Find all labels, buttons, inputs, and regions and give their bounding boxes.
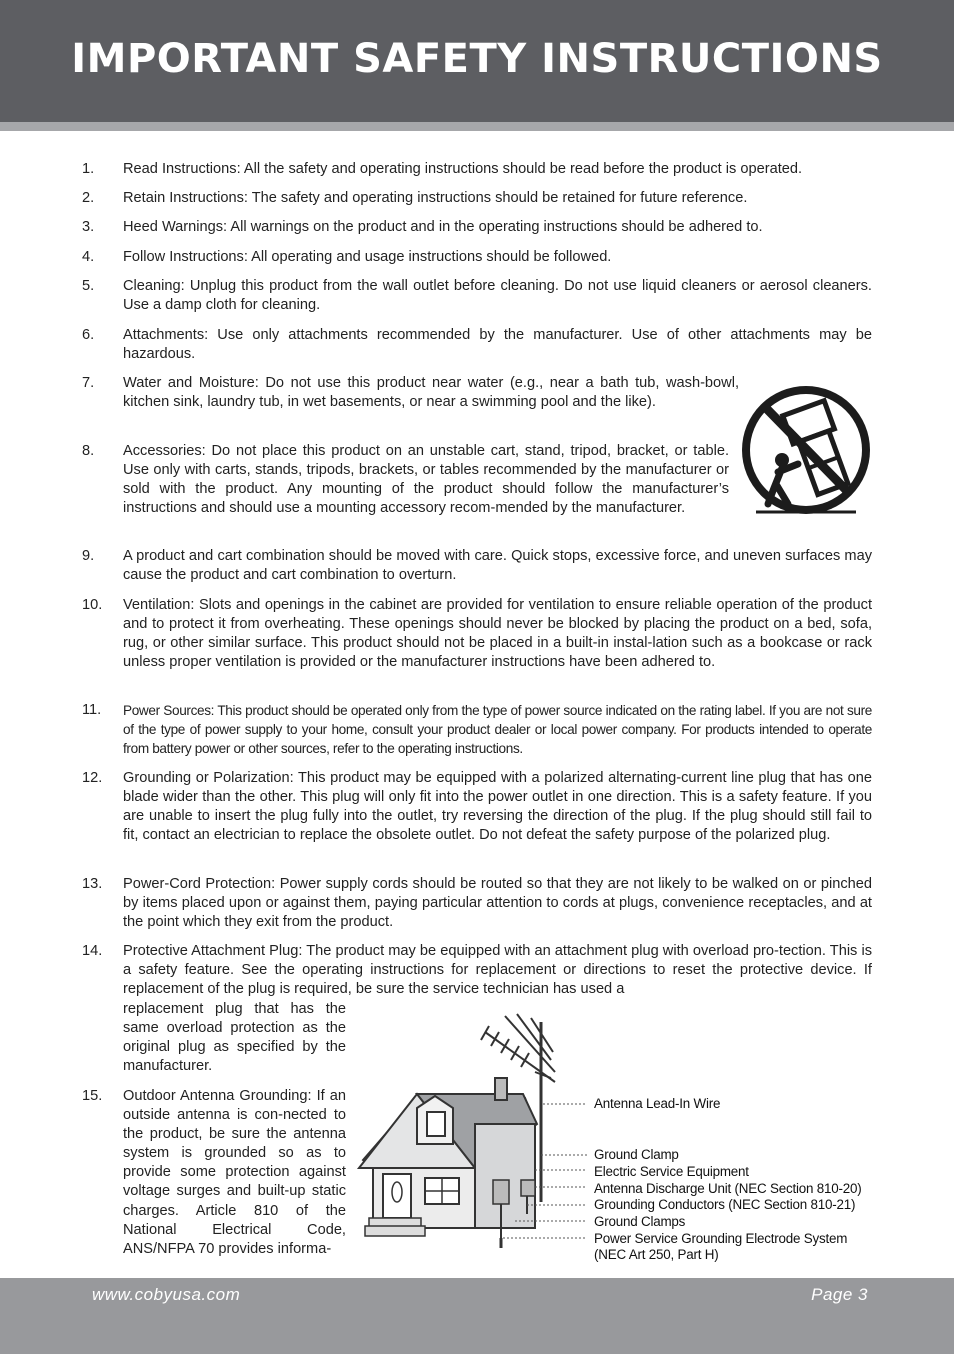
item-number: 13. <box>82 876 103 892</box>
item-text: Read Instructions: All the safety and operating instructions should be read before the product is operated. <box>123 161 803 177</box>
diagram-label: Power Service Grounding Electrode System <box>594 1231 848 1246</box>
item-text: Protective Attachment Plug: The product may be equipped with an attachment plug with overload pro-tection. This is a safety feature. See the operating instructions for replacement or directions to reset the protective device. If replacement of the plug is required, be sure the service technician has used a <box>123 943 872 998</box>
item-text: A product and cart combination should be moved with care. Quick stops, excessive force, and uneven surfaces may cause the product and cart combination to overturn. <box>123 548 872 584</box>
footer-website-link[interactable]: www.cobyusa.com <box>92 1285 241 1304</box>
item-text: Power Sources: This product should be operated only from the type of power source indicated on the rating label. If you are not sure of the type of power supply to your home, consult your product dealer or local power company. For products intended to operate from battery power or other sources, refer to the operating instructions. <box>123 703 872 757</box>
item-text: Ventilation: Slots and openings in the cabinet are provided for ventilation to ensure reliable operation of the product and to protect it from overheating. These openings should never be blocked by placing the product on a bed, sofa, rug, or other similar surface. This product should not be placed in a built-in instal-lation such as a bookcase or rack unless proper ventilation is provided or the manufacturer instructions have been adhered to. <box>123 597 872 671</box>
item-number: 6. <box>82 327 95 343</box>
item-number: 14. <box>82 943 103 959</box>
item-number: 2. <box>82 190 95 206</box>
item-text: Attachments: Use only attachments recommended by the manufacturer. Use of other attachments may be hazardous. <box>123 327 872 363</box>
diagram-label: Electric Service Equipment <box>594 1164 749 1179</box>
cart-tipover-warning-icon <box>738 384 876 520</box>
item-number: 5. <box>82 278 95 294</box>
diagram-label: Antenna Discharge Unit (NEC Section 810-20) <box>594 1181 862 1196</box>
item-text: Outdoor Antenna Grounding: If an outside antenna is con-nected to the product, be sure the antenna system is grounded so as to provide some protection against voltage surges and built-up static charges. Article 810 of the National Electrical Code, ANS/NFPA 70 provides informa- <box>123 1088 346 1257</box>
item-number: 7. <box>82 375 95 391</box>
item-text: replacement plug that has the same overload protection as the original plug as specified by the manufacturer. <box>123 1001 346 1075</box>
item-text: Power-Cord Protection: Power supply cords should be routed so that they are not likely to be walked on or pinched by items placed upon or against them, paying particular attention to cords at plugs, convenience receptacles, and at the point which they exit from the product. <box>123 876 872 931</box>
item-text: Grounding or Polarization: This product may be equipped with a polarized alternating-current line plug that has one blade wider than the other. This plug will only fit into the power outlet in one direction. This is a safety feature. If you are unable to insert the plug fully into the outlet, try reversing the direction of the plug. If the plug should still fail to fit, contact an electrician to replace the obsolete outlet. Do not defeat the safety purpose of the polarized plug. <box>123 770 872 844</box>
page-title: IMPORTANT SAFETY INSTRUCTIONS <box>71 36 883 82</box>
item-number: 10. <box>82 597 103 613</box>
item-number: 15. <box>82 1088 103 1104</box>
page-number: Page 3 <box>811 1285 868 1304</box>
item-text: Heed Warnings: All warnings on the product and in the operating instructions should be adhered to. <box>123 219 763 235</box>
item-number: 11. <box>82 702 102 718</box>
item-number: 3. <box>82 219 95 235</box>
item-number: 8. <box>82 443 95 459</box>
diagram-label: Grounding Conductors (NEC Section 810-21) <box>594 1197 856 1212</box>
item-text: Cleaning: Unplug this product from the wall outlet before cleaning. Do not use liquid cleaners or aerosol cleaners. Use a damp cloth for cleaning. <box>123 278 872 314</box>
diagram-label: Antenna Lead-In Wire <box>594 1096 721 1111</box>
item-number: 9. <box>82 548 95 564</box>
header-rule <box>0 122 954 131</box>
item-number: 4. <box>82 249 95 265</box>
antenna-grounding-house-illustration <box>355 1012 591 1256</box>
item-text: Accessories: Do not place this product on an unstable cart, stand, tripod, bracket, or table. Use only with carts, stands, tripods, brackets, or tables recommended by the manufacturer or sold with the product. Any mounting of the product should follow the manufacturer’s instructions and should use a mounting accessory recom-mended by the manufacturer. <box>123 443 729 517</box>
diagram-label: Ground Clamp <box>594 1147 679 1162</box>
item-text: Retain Instructions: The safety and operating instructions should be retained for future reference. <box>123 190 748 206</box>
item-number: 1. <box>82 161 95 177</box>
item-text: Follow Instructions: All operating and usage instructions should be followed. <box>123 249 612 265</box>
diagram-label: (NEC Art 250, Part H) <box>594 1247 719 1262</box>
item-text: Water and Moisture: Do not use this product near water (e.g., near a bath tub, wash-bowl, kitchen sink, laundry tub, in wet basements, or near a swimming pool and the like). <box>123 375 739 411</box>
item-number: 12. <box>82 770 103 786</box>
diagram-label: Ground Clamps <box>594 1214 686 1229</box>
